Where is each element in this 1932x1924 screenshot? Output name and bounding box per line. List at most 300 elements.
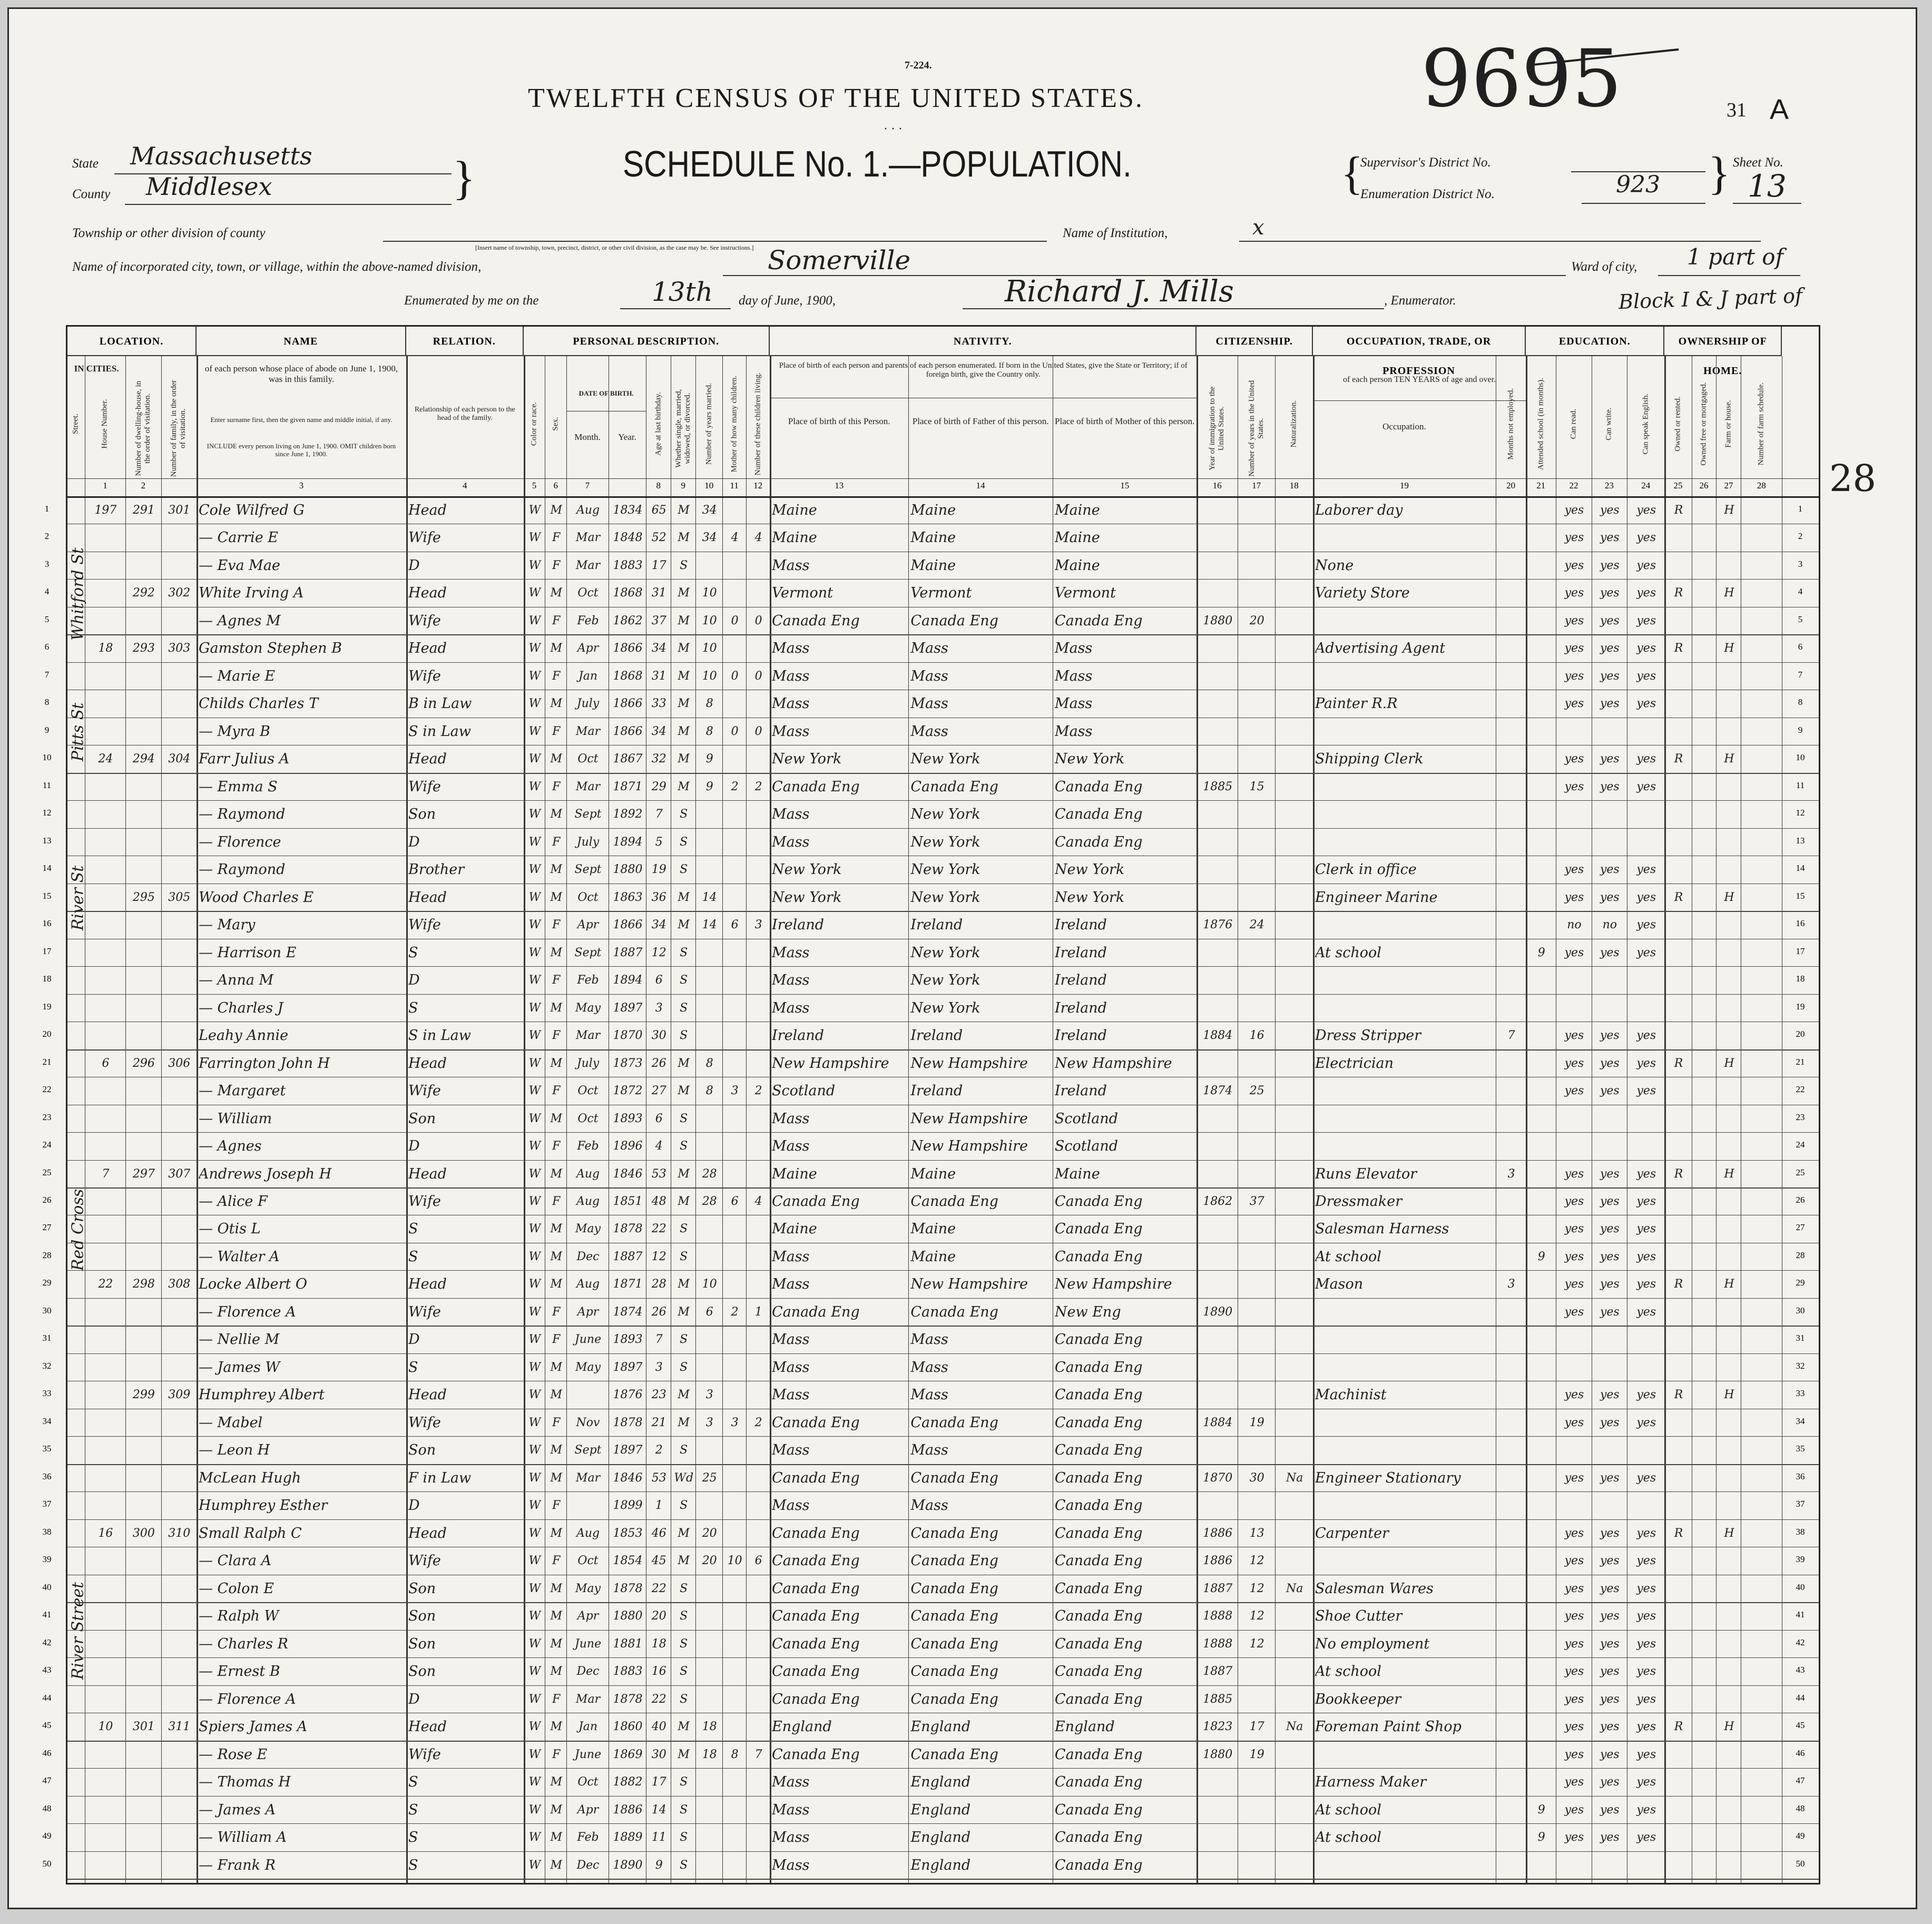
column-number: 4 [463, 480, 467, 490]
cell-bp: New Hampshire [772, 1055, 889, 1072]
cell-sch [1528, 554, 1555, 578]
table-row [67, 690, 1782, 717]
cell-wr: yes [1600, 1222, 1620, 1236]
cell-ym: 14 [702, 918, 717, 932]
row-number-right: 46 [1796, 1748, 1805, 1758]
cell-dwelling [128, 692, 160, 716]
cell-name: — Myra B [198, 723, 270, 740]
cell-moc: 2 [731, 780, 739, 793]
cell-sex: M [550, 1167, 563, 1181]
cell-month: Aug [576, 1526, 600, 1540]
cell-sp: yes [1636, 697, 1656, 711]
cell-mu: 3 [1507, 1278, 1515, 1291]
cell-occ: Engineer Marine [1315, 889, 1438, 906]
cell-cl [748, 830, 769, 855]
cell-occ [1315, 1356, 1495, 1380]
column-header-mu: Months not employed. [1506, 388, 1515, 460]
cell-free [1694, 1521, 1715, 1546]
cell-rel: D [408, 833, 420, 850]
cell-sex: M [550, 890, 563, 904]
cell-nat: Na [1286, 1720, 1303, 1734]
cell-family [163, 913, 195, 937]
cell-rd: yes [1564, 1084, 1584, 1098]
cell-name: Locke Albert O [198, 1276, 308, 1293]
cell-free [1694, 1328, 1715, 1352]
cell-free [1694, 1162, 1715, 1186]
cell-occ [1315, 1411, 1495, 1435]
cell-yrs: 15 [1249, 780, 1264, 793]
column-header-family: Number of family, in the order of visitation. [170, 380, 188, 477]
cell-wr: yes [1600, 504, 1620, 517]
cell-farm [1718, 858, 1740, 882]
cell-family [163, 1217, 195, 1241]
cell-cl [748, 968, 769, 993]
cell-ym: 10 [702, 586, 717, 600]
cell-yrs: 12 [1249, 1637, 1264, 1651]
cell-house [87, 775, 125, 799]
cell-occ [1315, 1853, 1495, 1878]
cell-rd: yes [1564, 752, 1584, 766]
cell-moc: 8 [731, 1748, 739, 1761]
cell-year: 1892 [613, 808, 643, 821]
cell-family [163, 1190, 195, 1214]
cell-age: 22 [651, 1222, 666, 1236]
header-name-desc: of each person whose place of abode on June 1, 1900, was in this family. [204, 364, 398, 384]
institution-line [1239, 241, 1761, 242]
row-number-left: 24 [42, 1140, 52, 1150]
cell-own [1666, 913, 1690, 937]
cell-sp: yes [1636, 1831, 1656, 1844]
cell-month: Oct [577, 586, 599, 600]
cell-rel: Head [408, 1055, 447, 1072]
cell-family [163, 1853, 195, 1878]
cell-rel: Wife [408, 1083, 441, 1100]
row-number-right: 43 [1796, 1665, 1805, 1675]
cell-fp: Mass [910, 667, 948, 684]
table-row [67, 1547, 1782, 1574]
cell-sp: yes [1636, 1167, 1656, 1181]
cell-year: 1866 [613, 724, 643, 738]
cell-own [1666, 775, 1690, 799]
cell-yrs [1240, 830, 1274, 855]
cell-imm [1199, 1328, 1237, 1352]
cell-bp: Canada Eng [772, 1663, 860, 1680]
cell-ym [698, 802, 721, 827]
cell-occ: Bookkeeper [1315, 1691, 1401, 1707]
cell-farm [1718, 1466, 1740, 1490]
cell-mp: Scotland [1054, 1138, 1119, 1155]
cell-wr: no [1602, 918, 1617, 932]
cell-color: W [528, 1305, 541, 1319]
cell-nat [1277, 1825, 1311, 1850]
cell-mar: M [678, 890, 690, 904]
cell-year: 1846 [613, 1471, 643, 1485]
table-row [67, 1132, 1782, 1160]
column-header-bp: Place of birth of this Person. [788, 416, 890, 426]
cell-mp: New York [1054, 751, 1125, 768]
cell-house [87, 1328, 125, 1352]
cell-sch [1528, 1079, 1555, 1103]
cell-mar: M [678, 614, 690, 627]
cell-nat [1277, 1853, 1311, 1878]
cell-bp: Mass [772, 1829, 810, 1846]
cell-occ: Shoe Cutter [1315, 1608, 1403, 1625]
cell-house [87, 554, 125, 578]
cell-moc [724, 968, 745, 993]
cell-occ: At school [1315, 1248, 1381, 1265]
enum-district-label: Enumeration District No. [1360, 187, 1495, 201]
column-number: 9 [681, 480, 685, 490]
cell-rel: Head [408, 1165, 447, 1182]
cell-moc [724, 636, 745, 661]
cell-sex: F [552, 1084, 561, 1098]
cell-nat: Na [1286, 1582, 1303, 1595]
cell-yrs: 19 [1249, 1748, 1264, 1761]
table-row [67, 884, 1782, 911]
cell-name: — William A [198, 1829, 287, 1846]
cell-sp: yes [1636, 1278, 1656, 1291]
cell-month: Aug [576, 1195, 600, 1208]
cell-rel: Son [408, 806, 436, 823]
cell-cl: 1 [754, 1305, 762, 1319]
cell-mp: England [1054, 1719, 1115, 1735]
cell-sch [1528, 913, 1555, 937]
column-header-age: Age at last birthday. [654, 392, 663, 456]
township-label: Township or other division of county [72, 226, 266, 240]
cell-moc [724, 1798, 745, 1822]
row-number-left: 11 [42, 780, 52, 790]
cell-sex: F [552, 1333, 561, 1347]
cell-sp: yes [1636, 1637, 1656, 1651]
cell-dwelling [128, 554, 160, 578]
cell-moc [724, 498, 745, 523]
cell-free [1694, 1798, 1715, 1822]
cell-year: 1897 [613, 1001, 643, 1015]
cell-ym [698, 1798, 721, 1822]
row-number-left: 10 [42, 752, 52, 763]
cell-family: 309 [168, 1388, 191, 1402]
cell-farm [1718, 526, 1740, 550]
cell-rel: D [408, 1691, 420, 1707]
cell-rel: D [408, 1497, 420, 1514]
row-number-left: 8 [44, 697, 50, 708]
cell-rd: yes [1564, 1637, 1584, 1651]
cell-sch [1528, 830, 1555, 855]
cell-house: 24 [98, 752, 113, 766]
row-number-right: 45 [1796, 1720, 1805, 1731]
cell-mp: Canada Eng [1054, 1635, 1143, 1652]
cell-color: W [528, 863, 541, 877]
row-number-left: 9 [44, 724, 50, 735]
cell-wr: yes [1600, 863, 1620, 877]
cell-mp: Canada Eng [1054, 1746, 1143, 1763]
cell-nat [1277, 968, 1311, 993]
cell-mar: M [678, 586, 690, 600]
cell-occ: Salesman Harness [1315, 1221, 1449, 1238]
cell-sex: M [550, 1831, 563, 1844]
cell-bp: Mass [772, 1138, 810, 1155]
row-number-right: 12 [1796, 808, 1805, 818]
cell-wr: yes [1600, 780, 1620, 793]
cell-mu [1498, 1134, 1525, 1159]
cell-bp: New York [772, 861, 842, 878]
cell-fp: New York [910, 972, 980, 989]
cell-cl: 6 [754, 1554, 762, 1568]
cell-occ: None [1315, 557, 1354, 574]
cell-year: 1866 [613, 918, 643, 932]
cell-mar: M [678, 1056, 690, 1070]
cell-house [87, 1079, 125, 1103]
cell-sex: F [552, 669, 561, 683]
cell-age: 28 [651, 1278, 666, 1291]
cell-mu [1498, 1549, 1525, 1573]
cell-bp: Mass [772, 1359, 810, 1376]
cell-ym: 3 [705, 1388, 713, 1402]
cell-free [1694, 941, 1715, 965]
cell-name: Cole Wilfred G [198, 502, 305, 518]
cell-mar: S [680, 1803, 688, 1817]
cell-wr [1594, 968, 1626, 993]
cell-sex: F [552, 1416, 561, 1429]
cell-dwelling [128, 1438, 160, 1462]
row-number-right: 22 [1796, 1084, 1805, 1095]
column-number: 19 [1399, 480, 1409, 490]
cell-bp: Ireland [772, 917, 824, 934]
row-number-left: 15 [42, 890, 52, 901]
row-number-left: 25 [42, 1167, 52, 1177]
cell-cl [748, 1383, 769, 1407]
cell-sp: yes [1636, 1305, 1656, 1319]
row-number-left: 27 [42, 1222, 52, 1233]
cell-mar: M [678, 531, 690, 545]
cell-nat [1277, 775, 1311, 799]
cell-rel: Head [408, 751, 447, 768]
cell-month: Dec [576, 1665, 600, 1678]
row-number-right: 6 [1798, 642, 1803, 652]
cell-house [87, 1743, 125, 1767]
population-table [42, 325, 1820, 1884]
cell-rd [1558, 720, 1590, 744]
cell-rel: Wife [408, 1553, 441, 1569]
cell-imm [1199, 1798, 1237, 1822]
cell-occ: Harness Maker [1315, 1774, 1427, 1791]
header-education: EDUCATION. [1526, 327, 1664, 356]
table-row [67, 745, 1782, 772]
cell-cl [748, 858, 769, 882]
cell-moc [724, 1770, 745, 1794]
cell-rd [1558, 1328, 1590, 1352]
cell-farm [1718, 1825, 1740, 1850]
cell-mar: M [678, 1278, 690, 1291]
column-number: 10 [704, 480, 714, 490]
cell-farm [1718, 775, 1740, 799]
header-citizenship: CITIZENSHIP. [1197, 327, 1312, 356]
cell-fp: New York [910, 806, 980, 823]
column-number: 28 [1757, 480, 1766, 490]
cell-ym [698, 1825, 721, 1850]
table-row [67, 1270, 1782, 1298]
cell-fp: England [910, 1774, 971, 1791]
row-number-right: 8 [1798, 697, 1803, 708]
county-line [125, 204, 452, 205]
cell-imm [1199, 996, 1237, 1020]
cell-name: Farr Julius A [198, 751, 290, 768]
row-number-right: 20 [1796, 1029, 1805, 1039]
cell-rel: S [408, 1857, 418, 1873]
cell-sp: yes [1636, 1582, 1656, 1595]
cell-free [1694, 636, 1715, 661]
cell-sp: yes [1636, 586, 1656, 600]
cell-dwelling [128, 1217, 160, 1241]
column-header-imm: Year of immigration to the United States. [1208, 386, 1226, 470]
cell-imm [1199, 1383, 1237, 1407]
cell-age: 3 [655, 1360, 663, 1374]
row-number-left: 12 [42, 808, 52, 818]
cell-rd: yes [1564, 1250, 1584, 1263]
cell-rel: D [408, 972, 420, 989]
header-relation-desc: Relationship of each person to the head of the family. [414, 406, 515, 423]
row-number-right: 44 [1796, 1692, 1805, 1703]
cell-dwelling [128, 720, 160, 744]
cell-nat [1277, 1604, 1311, 1628]
cell-mp: Canada Eng [1054, 612, 1143, 629]
cell-rel: S [408, 999, 418, 1016]
column-header-free: Owned free or mortgaged. [1699, 382, 1708, 466]
cell-family: 308 [168, 1278, 191, 1291]
cell-imm [1199, 1107, 1237, 1131]
title-dots: · · · [884, 122, 903, 136]
cell-name: — Eva Mae [198, 557, 280, 574]
cell-moc: 0 [731, 724, 739, 738]
cell-ym: 25 [702, 1471, 717, 1485]
cell-own [1666, 1438, 1690, 1462]
cell-year: 1873 [613, 1056, 643, 1070]
cell-fp: New York [910, 889, 980, 906]
cell-moc: 3 [731, 1084, 739, 1098]
cell-free [1694, 968, 1715, 993]
cell-sch [1528, 1383, 1555, 1407]
cell-age: 31 [651, 669, 666, 683]
cell-yrs: 12 [1249, 1609, 1264, 1623]
cell-yrs: 20 [1249, 614, 1264, 627]
cell-rel: B in Law [408, 695, 472, 712]
cell-wr: yes [1600, 1637, 1620, 1651]
cell-color: W [528, 1748, 541, 1761]
cell-fp: Mass [910, 695, 948, 712]
street-note: River St [68, 865, 87, 931]
cell-bp: Mass [772, 1774, 810, 1791]
cell-ym [698, 968, 721, 993]
cell-wr: yes [1600, 558, 1620, 572]
cell-month: Sept [574, 1444, 602, 1457]
cell-yrs: 17 [1249, 1720, 1264, 1734]
cell-imm: 1874 [1203, 1084, 1233, 1098]
cell-mar: M [678, 752, 690, 766]
row-number-right: 26 [1796, 1195, 1805, 1205]
cell-bp: Canada Eng [772, 1414, 860, 1431]
cell-wr: yes [1600, 1029, 1620, 1043]
cell-mar: S [680, 1140, 688, 1153]
cell-year: 1853 [613, 1526, 643, 1540]
cell-family [163, 1356, 195, 1380]
table-row [67, 496, 1782, 524]
cell-rel: Head [408, 585, 447, 602]
column-number: 1 [103, 480, 107, 490]
table-row [67, 1491, 1782, 1519]
cell-sp: yes [1636, 1554, 1656, 1568]
cell-family: 311 [168, 1720, 191, 1734]
cell-sch [1528, 664, 1555, 689]
cell-house [87, 720, 125, 744]
cell-farm [1718, 1853, 1740, 1878]
cell-wr: yes [1600, 669, 1620, 683]
cell-moc [724, 1245, 745, 1269]
row-number-left: 37 [42, 1499, 52, 1509]
cell-month: Apr [577, 918, 599, 932]
cell-yrs [1240, 747, 1274, 771]
cell-own: R [1674, 504, 1683, 517]
cell-color: W [528, 558, 541, 572]
cell-house [87, 830, 125, 855]
cell-sex: M [550, 1056, 563, 1070]
cell-wr: yes [1600, 1526, 1620, 1540]
table-row [67, 1602, 1782, 1629]
cell-family: 307 [168, 1167, 191, 1181]
cell-own [1666, 1134, 1690, 1159]
cell-mp: Ireland [1054, 944, 1107, 961]
cell-age: 46 [651, 1526, 666, 1540]
cell-wr: yes [1600, 1692, 1620, 1706]
cell-farm: H [1724, 586, 1734, 600]
cell-occ [1315, 775, 1495, 799]
cell-occ: Salesman Wares [1315, 1580, 1434, 1597]
cell-fp: Maine [910, 502, 956, 518]
cell-moc: 4 [731, 531, 739, 545]
cell-age: 33 [651, 697, 666, 711]
cell-yrs [1240, 1134, 1274, 1159]
cell-occ: At school [1315, 1829, 1381, 1846]
cell-name: Gamston Stephen B [198, 640, 342, 657]
cell-own [1666, 1743, 1690, 1767]
cell-farm [1718, 720, 1740, 744]
row-number-left: 26 [42, 1195, 52, 1205]
table-row [67, 552, 1782, 579]
cell-free [1694, 1411, 1715, 1435]
cell-ym [698, 1134, 721, 1159]
cell-nat [1277, 1356, 1311, 1380]
cell-yrs [1240, 1660, 1274, 1684]
cell-family: 302 [168, 586, 191, 600]
enumerated-prefix: Enumerated by me on the [404, 293, 539, 308]
cell-wr: yes [1600, 1084, 1620, 1098]
cell-rel: Head [408, 1276, 447, 1293]
cell-sp: yes [1636, 863, 1656, 877]
cell-color: W [528, 669, 541, 683]
cell-farm [1718, 664, 1740, 689]
cell-month: Apr [577, 1803, 599, 1817]
cell-bp: Mass [772, 1801, 810, 1818]
cell-ym [698, 1770, 721, 1794]
row-number-left: 36 [42, 1471, 52, 1481]
row-number-right: 30 [1796, 1305, 1805, 1316]
cell-age: 17 [651, 1775, 666, 1789]
cell-imm [1199, 941, 1237, 965]
cell-rel: S [408, 1774, 418, 1791]
cell-name: — Nellie M [198, 1331, 280, 1348]
cell-mu [1498, 1577, 1525, 1601]
cell-moc [724, 1107, 745, 1131]
cell-dwelling [128, 1328, 160, 1352]
